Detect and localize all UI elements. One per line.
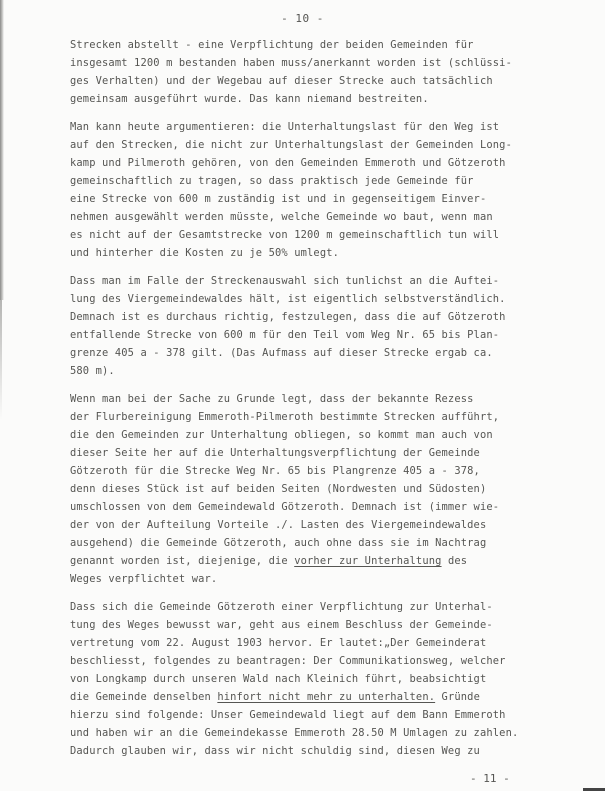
text-line: 580 m). (70, 365, 115, 377)
scan-edge-shadow-lower (0, 300, 2, 420)
text-line: ausgehend) die Gemeinde Götzeroth, auch ohne dass sie im Nachtrag (70, 537, 487, 549)
paragraph-3 (70, 272, 600, 380)
text-line: grenze 405 a - 378 gilt. (Das Aufmass auf dieser Strecke ergab ca. (70, 347, 493, 359)
text-line: gemeinsam ausgeführt wurde. Das kann niemand bestreiten. (70, 93, 429, 105)
text-line: Wenn man bei der Sache zu Grunde legt, dass der bekannte Rezess (70, 393, 474, 405)
paragraph-4 (70, 390, 600, 588)
text-line: ges Verhalten) und der Wegebau auf dieser Strecke auch tatsächlich (70, 75, 493, 87)
text-line: eine Strecke von 600 m zuständig ist und in gegenseitigem Einver- (70, 193, 487, 205)
text-segment: genannt worden ist, diejenige, die (70, 555, 295, 567)
paragraph-1 (70, 36, 600, 108)
text-line: tung des Weges bewusst war, geht aus einem Beschluss der Gemeinde- (70, 619, 493, 631)
text-line: Götzeroth für die Strecke Weg Nr. 65 bis Plangrenze 405 a - 378, (70, 465, 480, 477)
text-line: der von der Aufteilung Vorteile ./. Lasten des Viergemeindewaldes (70, 519, 487, 531)
text-line: Strecken abstellt - eine Verpflichtung der beiden Gemeinden für (70, 39, 474, 51)
scan-edge-shadow (0, 0, 4, 300)
text-line: die den Gemeinden zur Unterhaltung obliegen, so kommt man auch von (70, 429, 493, 441)
text-line: denn dieses Stück ist auf beiden Seiten (Nordwesten und Südosten) (70, 483, 487, 495)
text-segment: die Gemeinde denselben (70, 691, 218, 703)
paragraph-2 (70, 118, 600, 262)
text-segment: Gründe (435, 691, 480, 703)
text-line: beschliesst, folgendes zu beantragen: Der Communikationsweg, welcher (70, 655, 506, 667)
text-line: es nicht auf der Gesamtstrecke von 1200 m gemeinschaftlich tun will (70, 229, 500, 241)
document-body (70, 36, 600, 770)
text-line: und haben wir an die Gemeindekasse Emmeroth 28.50 M Umlagen zu zahlen. (70, 727, 519, 739)
text-line: und hinterher die Kosten zu je 50% umlegt. (70, 247, 340, 259)
text-line: umschlossen von dem Gemeindewald Götzeroth. Demnach ist (immer wie- (70, 501, 500, 513)
page-number-top: - 10 - (281, 12, 324, 25)
text-line: Dadurch glauben wir, dass wir nicht schuldig sind, diesen Weg zu (70, 745, 480, 757)
text-line: vertretung vom 22. August 1903 hervor. Er lautet:„Der Gemeinderat (70, 637, 487, 649)
text-line: nehmen ausgewählt werden müsste, welche Gemeinde wo baut, wenn man (70, 211, 493, 223)
text-line: entfallende Strecke von 600 m für den Teil vom Weg Nr. 65 bis Plan- (70, 329, 500, 341)
text-line-with-underline (70, 552, 600, 570)
text-line: hierzu sind folgende: Unser Gemeindewald liegt auf dem Bann Emmeroth (70, 709, 506, 721)
text-line: Weges verpflichtet war. (70, 573, 218, 585)
text-segment: des (441, 555, 468, 567)
page-number-bottom: - 11 - (470, 772, 510, 785)
text-line-with-underline (70, 688, 600, 706)
paragraph-5 (70, 598, 600, 760)
text-line: gemeinschaftlich zu tragen, so dass praktisch jede Gemeinde für (70, 175, 474, 187)
text-line: auf den Strecken, die nicht zur Unterhaltungslast der Gemeinden Long- (70, 139, 512, 151)
text-line: Man kann heute argumentieren: die Unterhaltungslast für den Weg ist (70, 121, 500, 133)
text-line: lung des Viergemeindewaldes hält, ist eigentlich selbstverständlich. (70, 293, 506, 305)
text-line: Demnach ist es durchaus richtig, festzulegen, dass die auf Götzeroth (70, 311, 506, 323)
text-line: insgesamt 1200 m bestanden haben muss/anerkannt worden ist (schlüssi- (70, 57, 512, 69)
text-line: Dass man im Falle der Streckenauswahl sich tunlichst an die Auftei- (70, 275, 500, 287)
underlined-text: vorher zur Unterhaltung (294, 555, 442, 567)
text-line: dieser Seite her auf die Unterhaltungsverpflichtung der Gemeinde (70, 447, 480, 459)
text-line: von Longkamp durch unseren Wald nach Kleinich führt, beabsichtigt (70, 673, 487, 685)
underlined-text: hinfort nicht mehr zu unterhalten. (217, 691, 436, 703)
text-line: kamp und Pilmeroth gehören, von den Gemeinden Emmeroth und Götzeroth (70, 157, 506, 169)
text-line: Dass sich die Gemeinde Götzeroth einer Verpflichtung zur Unterhal- (70, 601, 493, 613)
text-line: der Flurbereinigung Emmeroth-Pilmeroth bestimmte Strecken aufführt, (70, 411, 500, 423)
